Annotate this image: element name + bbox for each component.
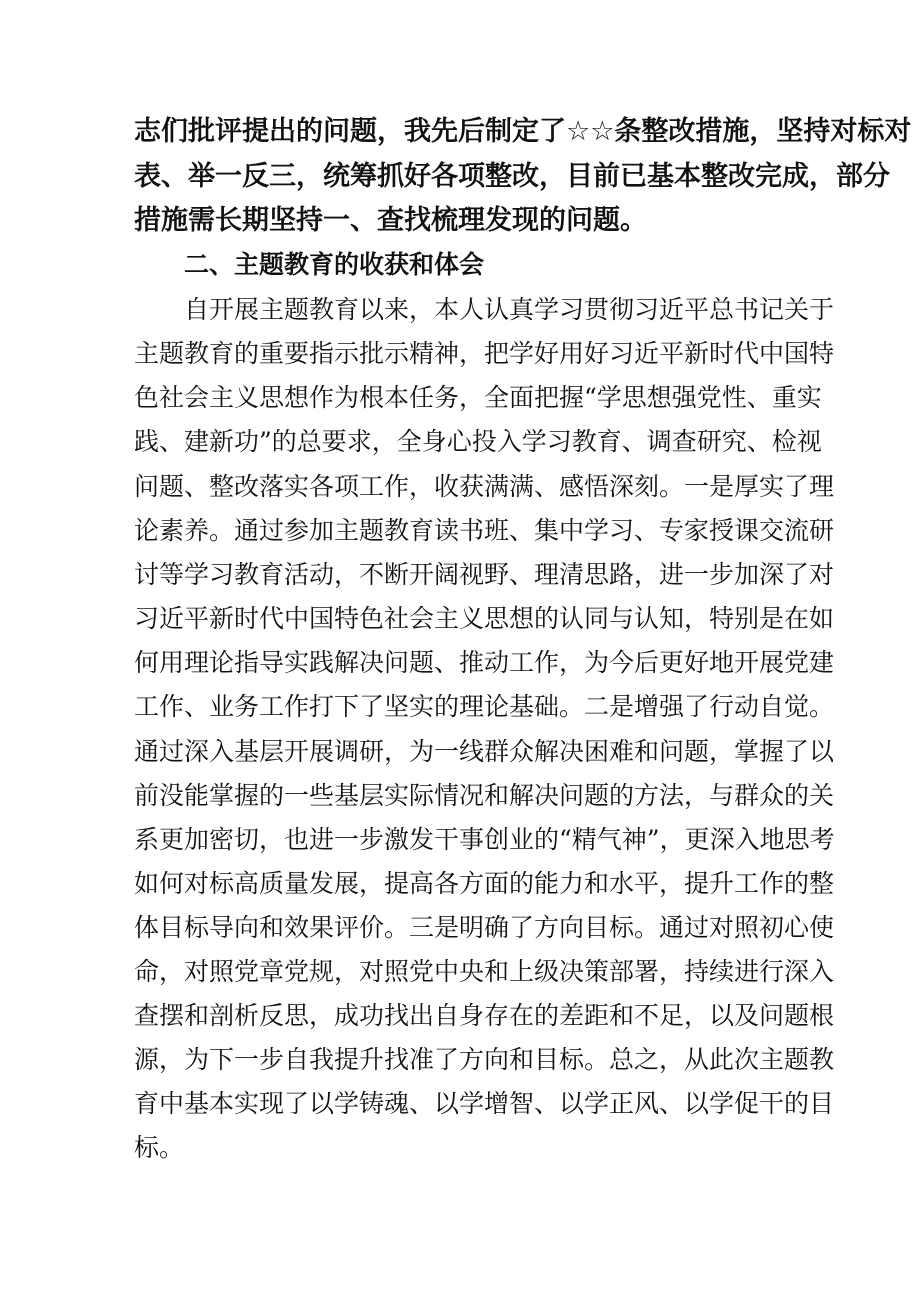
section-heading: 二、主题教育的收获和体会 [184,250,485,279]
body-paragraph-line: 习近平新时代中国特色社会主义思想的认同与认知，特别是在如 [134,604,835,633]
opening-paragraph-line: 志们批评提出的问题，我先后制定了☆☆条整改措施，坚持对标对 [134,116,912,147]
body-paragraph-line: 论素养。通过参加主题教育读书班、集中学习、专家授课交流研 [134,516,835,545]
body-paragraph-line: 育中基本实现了以学铸魂、以学增智、以学正风、以学促干的目 [134,1089,835,1118]
body-paragraph-line: 通过深入基层开展调研，为一线群众解决困难和问题，掌握了以 [134,737,835,766]
body-paragraph-line: 何用理论指导实践解决问题、推动工作，为今后更好地开展党建 [134,648,835,677]
body-paragraph-line: 讨等学习教育活动，不断开阔视野、理清思路，进一步加深了对 [134,560,835,589]
body-paragraph-line: 源，为下一步自我提升找准了方向和目标。总之，从此次主题教 [134,1045,835,1074]
opening-paragraph-line: 表、举一反三，统筹抓好各项整改，目前已基本整改完成，部分 [134,161,890,192]
body-paragraph-line: 主题教育的重要指示批示精神，把学好用好习近平新时代中国特 [134,339,835,368]
body-paragraph-line: 查摆和剖析反思，成功找出自身存在的差距和不足，以及问题根 [134,1001,835,1030]
opening-paragraph-line: 措施需长期坚持一、查找梳理发现的问题。 [134,205,647,236]
body-paragraph-line: 如何对标高质量发展，提高各方面的能力和水平，提升工作的整 [134,869,835,898]
body-paragraph-line: 践、建新功”的总要求，全身心投入学习教育、调查研究、检视 [134,427,822,456]
body-paragraph-line: 自开展主题教育以来，本人认真学习贯彻习近平总书记关于 [184,295,835,324]
body-paragraph-line: 体目标导向和效果评价。三是明确了方向目标。通过对照初心使 [134,913,835,942]
body-paragraph-line: 标。 [134,1133,185,1162]
body-paragraph-line: 前没能掌握的一些基层实际情况和解决问题的方法，与群众的关 [134,781,835,810]
body-paragraph-line: 色社会主义思想作为根本任务，全面把握“学思想强党性、重实 [134,383,822,412]
body-paragraph-line: 系更加密切，也进一步激发干事创业的“精气神”，更深入地思考 [134,825,835,854]
body-paragraph-line: 工作、业务工作打下了坚实的理论基础。二是增强了行动自觉。 [134,692,835,721]
body-paragraph-line: 问题、整改落实各项工作，收获满满、感悟深刻。一是厚实了理 [134,472,835,501]
body-paragraph-line: 命，对照党章党规，对照党中央和上级决策部署，持续进行深入 [134,957,835,986]
